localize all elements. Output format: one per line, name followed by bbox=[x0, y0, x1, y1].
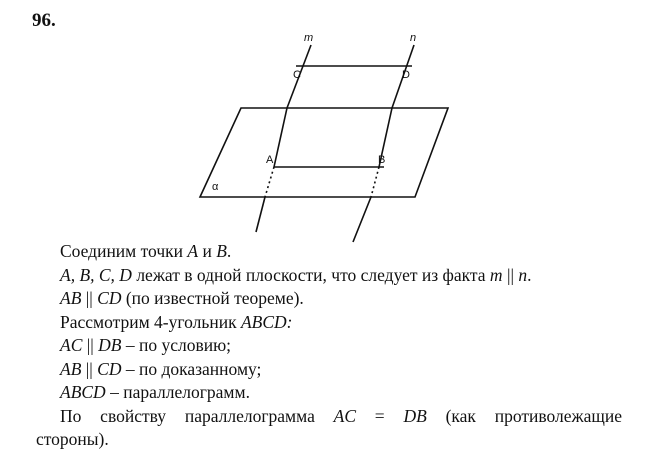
problem-number: 96. bbox=[32, 10, 56, 31]
label-b: B bbox=[378, 154, 386, 166]
line-3: AB || CD (по известной теореме). bbox=[60, 288, 304, 308]
line-5: AC || DB – по условию; bbox=[60, 335, 232, 355]
label-m: m bbox=[304, 32, 314, 44]
line-1: Соединим точки A и B. bbox=[60, 241, 232, 261]
line-m-hidden bbox=[265, 167, 274, 197]
line-n-hidden bbox=[371, 167, 379, 197]
label-d: D bbox=[402, 69, 410, 81]
line-4: Рассмотрим 4-угольник ABCD: bbox=[60, 311, 293, 332]
line-2: A, B, C, D лежат в одной плоскости, что следует из факта m || n. bbox=[60, 264, 532, 285]
label-n: n bbox=[410, 32, 417, 44]
plane-alpha bbox=[200, 108, 448, 197]
label-alpha: α bbox=[212, 181, 219, 193]
line-7: ABCD – параллелограмм. bbox=[60, 382, 250, 402]
line-6: AB || CD – по доказанному; bbox=[60, 358, 262, 379]
line-8: По свойству параллелограмма AC = DB (как противолежащие bbox=[60, 405, 622, 426]
line-m-on-plane bbox=[274, 108, 287, 167]
line-m-lower bbox=[256, 197, 265, 232]
solution-text bbox=[36, 240, 622, 452]
label-c: C bbox=[293, 69, 301, 81]
line-9: стороны). bbox=[36, 429, 109, 449]
line-n-lower bbox=[353, 197, 371, 242]
label-a: A bbox=[266, 154, 274, 166]
